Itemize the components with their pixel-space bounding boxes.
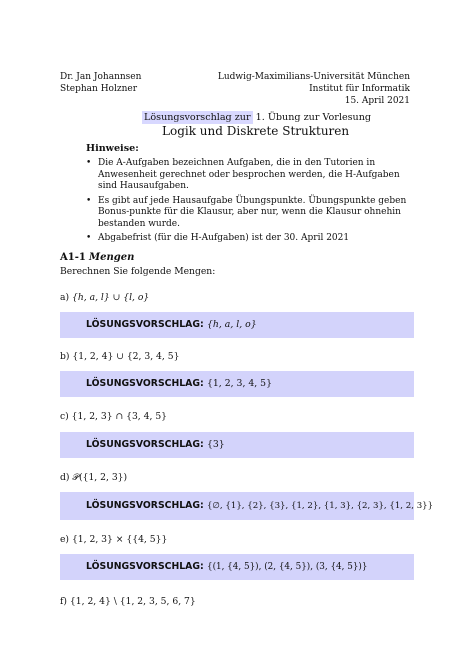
task-label: f) [60, 596, 67, 607]
section-name: Mengen [89, 252, 135, 263]
task-a [60, 292, 149, 304]
university: Ludwig-Maximilians-Universität München [217, 72, 410, 82]
course-title: Logik und Diskrete Strukturen [162, 124, 350, 138]
task-label: a) [60, 292, 70, 303]
title-line1-rest: 1. Übung zur Vorlesung [255, 112, 372, 123]
solution-label: LÖSUNGSVORSCHLAG: [86, 500, 204, 511]
solution-value: {h, a, l, o} [206, 319, 257, 330]
institute: Institut für Informatik [309, 84, 410, 94]
solution-label: LÖSUNGSVORSCHLAG: [86, 439, 204, 450]
hints-heading: Hinweise: [86, 143, 139, 154]
section-intro: Berechnen Sie folgende Mengen: [60, 266, 216, 277]
date: 15. April 2021 [344, 96, 410, 106]
solution-label: LÖSUNGSVORSCHLAG: [86, 319, 204, 330]
section-number: A1-1 [60, 252, 86, 263]
solution-b [86, 378, 272, 389]
task-d [60, 472, 127, 484]
task-expression: {1, 2, 4} ∪ {2, 3, 4, 5} [72, 351, 180, 362]
task-expression: 𝒫({1, 2, 3}) [72, 472, 128, 483]
hint-item: • Die A-Aufgaben bezeichnen Aufgaben, die in den Tutorien in Anwesenheit gerechnet oder besprochen werden, die H-Aufgaben sind Hausaufgaben. [86, 158, 416, 193]
solution-value: {3} [206, 439, 225, 450]
task-label: b) [60, 351, 70, 362]
task-label: e) [60, 534, 70, 545]
title-prefix-highlight: Lösungsvorschlag zur [144, 112, 251, 123]
solution-a [86, 319, 257, 330]
title-line-1 [142, 112, 371, 123]
solution-value: {∅, {1}, {2}, {3}, {1, 2}, {1, 3}, {2, 3}, {1, 2, 3}} [206, 501, 434, 511]
solution-value: {1, 2, 3, 4, 5} [206, 378, 273, 389]
task-e [60, 534, 167, 546]
hint-item: • Es gibt auf jede Hausaufgabe Übungspunkte. Übungspunkte geben Bonus-punkte für die Klausur, aber nur, wenn die Klausur ohnehin bestanden wurde. [86, 196, 416, 231]
task-b [60, 351, 179, 363]
solution-e [86, 561, 367, 572]
solution-c [86, 439, 225, 450]
hint-item: • Abgabefrist (für die H-Aufgaben) ist der 30. April 2021 [86, 233, 416, 245]
task-expression: {1, 2, 4} \ {1, 2, 3, 5, 6, 7} [69, 596, 196, 607]
task-label: c) [60, 411, 69, 422]
solution-value: {(1, {4, 5}), (2, {4, 5}), (3, {4, 5})} [206, 562, 368, 572]
task-c [60, 411, 167, 423]
solution-label: LÖSUNGSVORSCHLAG: [86, 378, 204, 389]
hints-list [86, 158, 416, 248]
task-expression: {1, 2, 3} × {{4, 5}} [71, 534, 168, 545]
task-label: d) [60, 472, 70, 483]
section-heading [60, 252, 134, 263]
task-expression: {1, 2, 3} ∩ {3, 4, 5} [71, 411, 168, 422]
author-1: Dr. Jan Johannsen [60, 72, 142, 82]
task-f [60, 596, 196, 608]
author-2: Stephan Holzner [60, 84, 138, 94]
task-expression: {h, a, l} ∪ {l, o} [71, 292, 150, 303]
solution-label: LÖSUNGSVORSCHLAG: [86, 561, 204, 572]
solution-d [86, 500, 433, 511]
